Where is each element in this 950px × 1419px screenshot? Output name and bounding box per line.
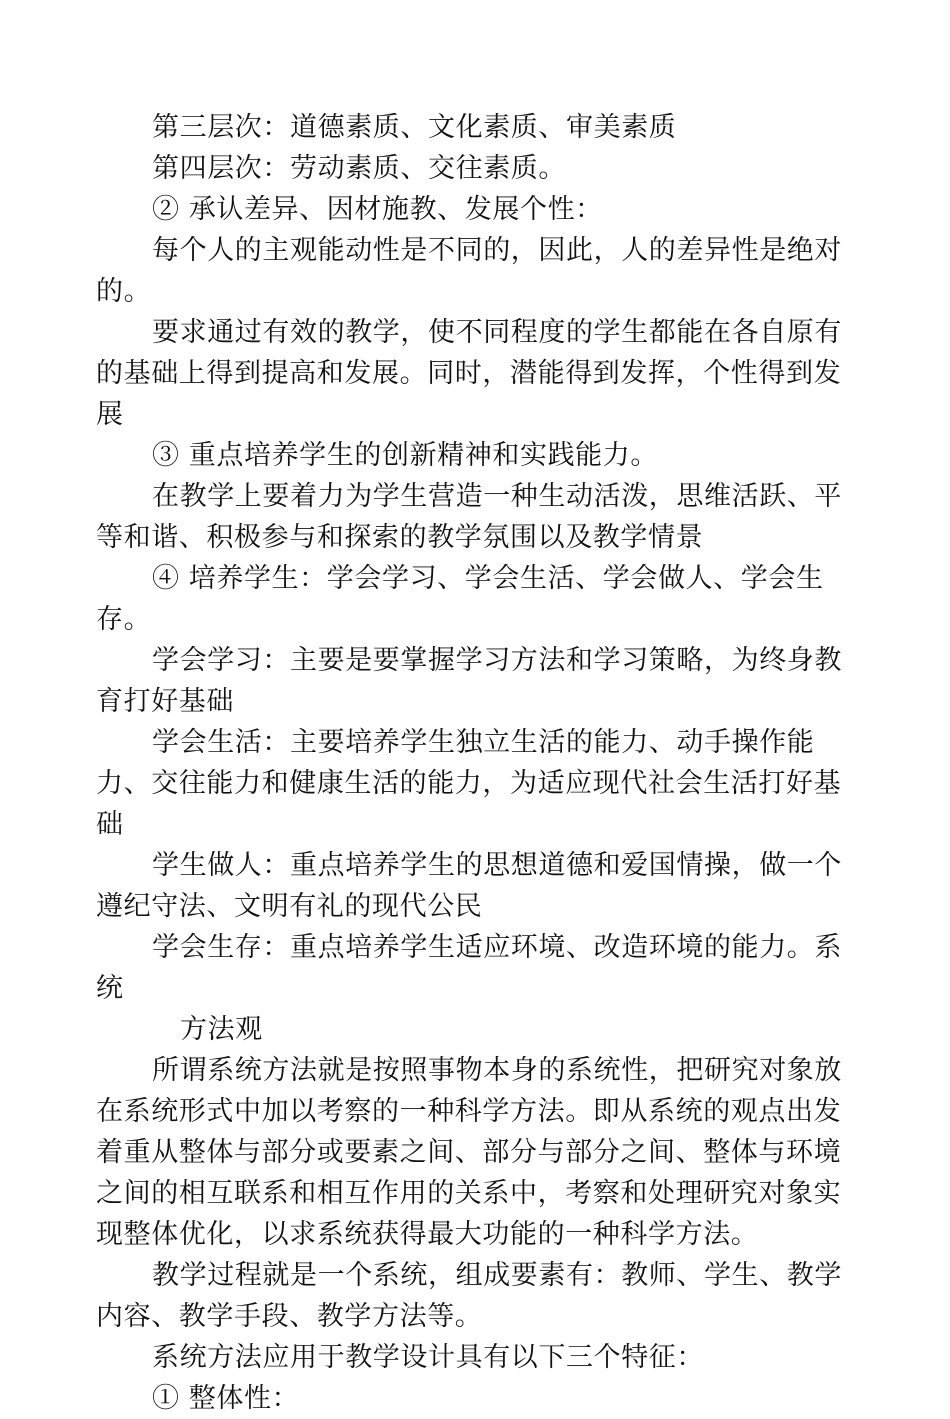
paragraph-learn-to-learn: 学会学习：主要是要掌握学习方法和学习策略，为终身教育打好基础 (96, 645, 842, 717)
heading-cultivate-students: ④ 培养学生：学会学习、学会生活、学会做人、学会生存。 (96, 563, 824, 635)
document-body (96, 107, 866, 1419)
paragraph-level-four: 第四层次：劳动素质、交往素质。 (152, 153, 566, 184)
heading-innovation: ③ 重点培养学生的创新精神和实践能力。 (152, 440, 658, 471)
paragraph-initiative: 每个人的主观能动性是不同的，因此，人的差异性是绝对的。 (96, 235, 842, 307)
heading-systems-method: 方法观 (180, 1014, 263, 1045)
heading-wholeness: ① 整体性： (152, 1383, 300, 1414)
paragraph-systems-method-definition: 所谓系统方法就是按照事物本身的系统性，把研究对象放在系统形式中加以考察的一种科学方法。即从系统的观点出发着重从整体与部分或要素之间、部分与部分之间、整体与环境之间的相互联系和相互作用的关系中，考察和处理研究对象实现整体优化，以求系统获得最大功能的一种科学方法。 (96, 1055, 842, 1250)
paragraph-level-three: 第三层次：道德素质、文化素质、审美素质 (152, 112, 677, 143)
heading-acknowledge-differences: ② 承认差异、因材施教、发展个性： (152, 194, 603, 225)
paragraph-learn-to-survive: 学会生存：重点培养学生适应环境、改造环境的能力。系统 (96, 932, 842, 1004)
paragraph-teaching-atmosphere: 在教学上要着力为学生营造一种生动活泼，思维活跃、平等和谐、积极参与和探索的教学氛围以及教学情景 (96, 481, 842, 553)
paragraph-learn-to-be: 学生做人：重点培养学生的思想道德和爱国情操，做一个遵纪守法、文明有礼的现代公民 (96, 850, 842, 922)
paragraph-learn-to-live: 学会生活：主要培养学生独立生活的能力、动手操作能力、交往能力和健康生活的能力，为适应现代社会生活打好基础 (96, 727, 842, 840)
paragraph-teaching-process-system: 教学过程就是一个系统，组成要素有：教师、学生、教学内容、教学手段、教学方法等。 (96, 1260, 842, 1332)
paragraph-three-features: 系统方法应用于教学设计具有以下三个特征： (152, 1342, 704, 1373)
paragraph-effective-teaching: 要求通过有效的教学，使不同程度的学生都能在各自原有的基础上得到提高和发展。同时，潜能得到发挥，个性得到发展 (96, 317, 842, 430)
